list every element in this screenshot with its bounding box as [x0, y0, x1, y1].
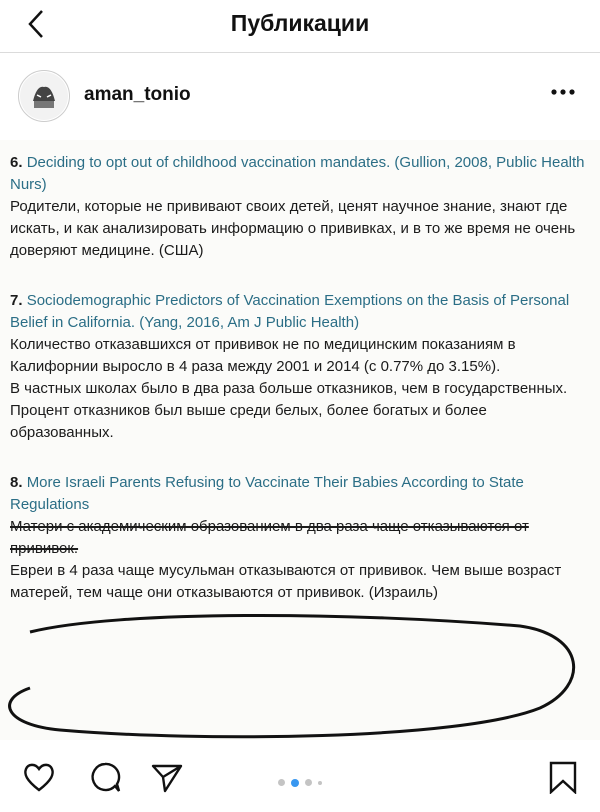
struck-text: Матери с академическим образованием в два раза чаще отказываются от прививок. — [10, 518, 529, 557]
top-bar — [0, 0, 600, 53]
comment-icon[interactable] — [88, 760, 122, 794]
avatar[interactable] — [18, 70, 70, 122]
carousel-indicator — [278, 774, 328, 784]
item-number: 6. — [10, 154, 23, 171]
item-number: 7. — [10, 292, 23, 309]
item-body-secondary: В частных школах было в два раза больше отказников, чем в государственных. Процент отказников был выше среди белых, более богатых и более образованных. — [10, 380, 568, 441]
post-header — [0, 62, 600, 130]
carousel-dot — [278, 779, 285, 786]
item-body: Родители, которые не прививают своих детей, ценят научное знание, знают где искать, и как анализировать информацию о прививках, и в то же время не очень доверяют медицине. (США) — [10, 198, 576, 259]
source-link: Sociodemographic Predictors of Vaccination Exemptions on the Basis of Personal Belief in California. (Yang, 2016, Am J Public Health) — [10, 292, 570, 331]
carousel-dot — [318, 781, 322, 785]
avatar-image-icon — [19, 71, 69, 121]
source-link: More Israeli Parents Refusing to Vaccinate Their Babies According to State Regulations — [10, 474, 524, 513]
carousel-dot-active — [291, 779, 299, 787]
item-body: Евреи в 4 раза чаще мусульман отказываются от прививок. Чем выше возраст матерей, тем чаще они отказываются от прививок. (Израиль) — [10, 562, 562, 601]
share-icon[interactable] — [150, 760, 184, 794]
actions-bar — [0, 748, 600, 808]
item-body: Количество отказавшихся от прививок не по медицинским показаниям в Калифорнии выросло в 4 раза между 2001 и 2014 (с 0.77% до 3.15%). — [10, 336, 516, 375]
post-text — [10, 152, 592, 632]
heart-icon[interactable] — [22, 760, 56, 794]
list-item — [10, 290, 592, 444]
carousel-dot — [305, 779, 312, 786]
bookmark-icon[interactable] — [546, 760, 580, 794]
post-image[interactable] — [0, 140, 600, 740]
username[interactable]: aman_tonio — [84, 84, 191, 105]
source-link: Deciding to opt out of childhood vaccination mandates. (Gullion, 2008, Public Health Nurs) — [10, 154, 585, 193]
item-number: 8. — [10, 474, 23, 491]
more-icon[interactable] — [548, 80, 578, 104]
list-item — [10, 472, 592, 604]
page-title: Публикации — [230, 10, 370, 36]
list-item — [10, 152, 592, 262]
